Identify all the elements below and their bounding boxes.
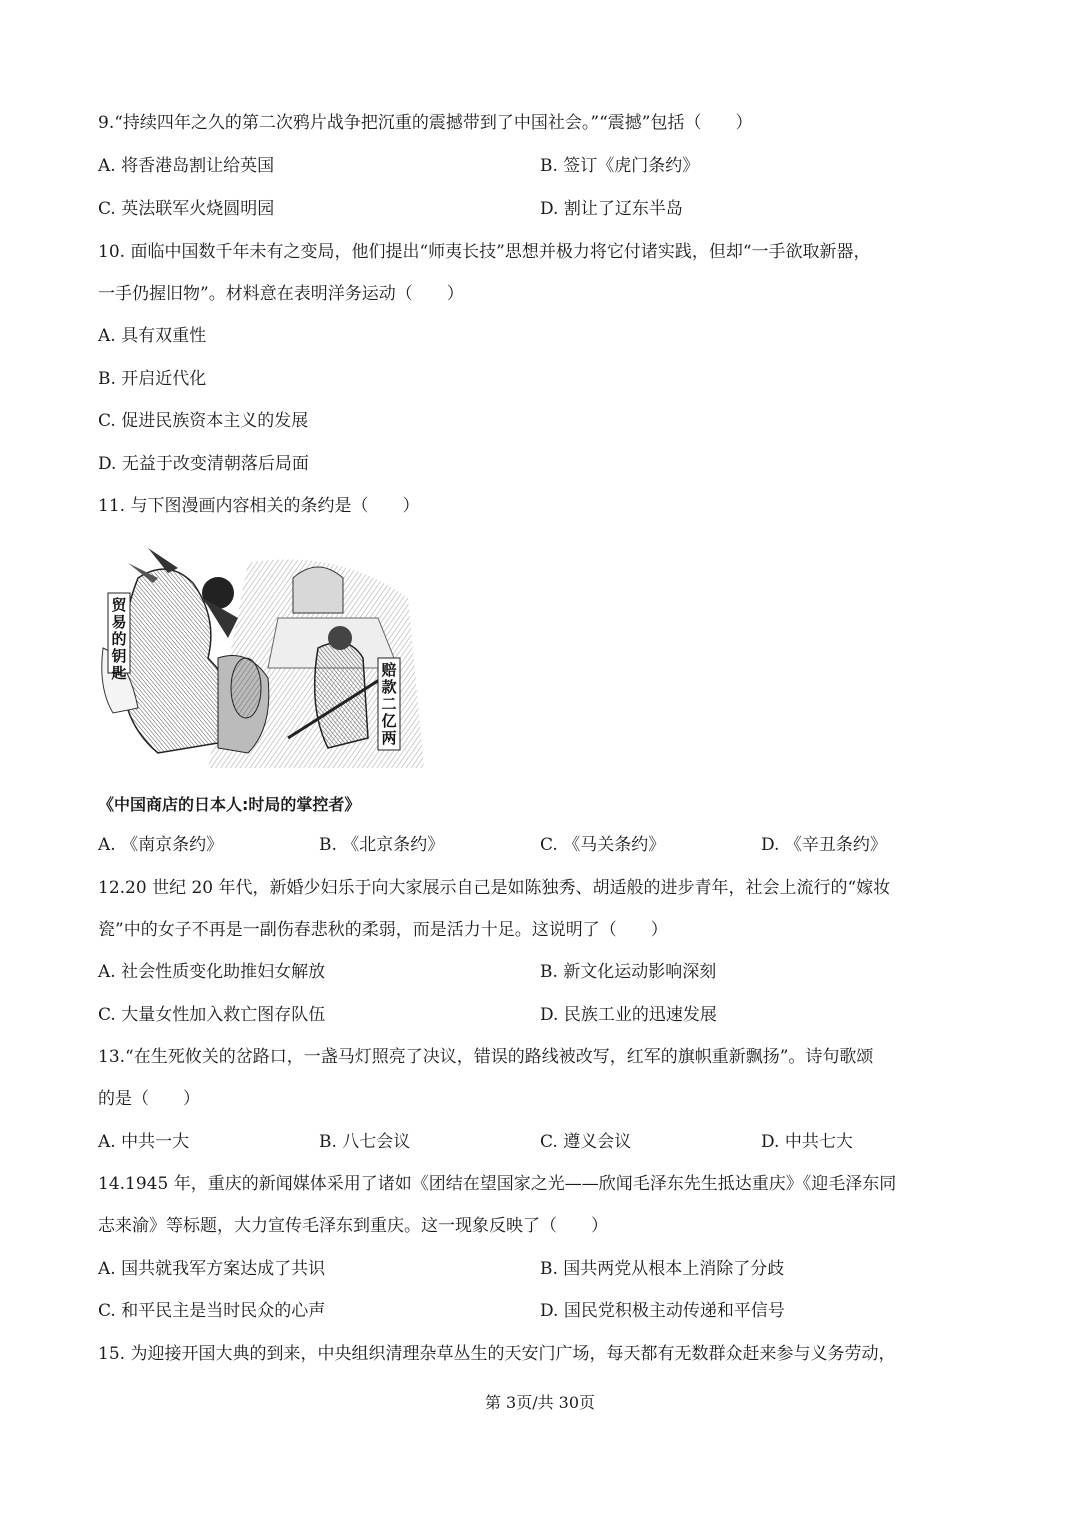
q12-stem-line-2: 瓷”中的女子不再是一副伤春悲秋的柔弱，而是活力十足。这说明了（ ） <box>98 920 668 940</box>
q12-option-d[interactable]: D. 民族工业的迅速发展 <box>540 1005 717 1025</box>
cartoon-label-trade-key: 贸易的钥匙 <box>111 596 127 682</box>
q11-option-a[interactable]: A. 《南京条约》 <box>98 835 224 855</box>
q10-option-a[interactable]: A. 具有双重性 <box>98 326 207 346</box>
q9-option-c[interactable]: C. 英法联军火烧圆明园 <box>98 199 275 219</box>
q11-option-c[interactable]: C. 《马关条约》 <box>540 835 666 855</box>
q10-option-d[interactable]: D. 无益于改变清朝落后局面 <box>98 454 309 474</box>
q9-option-a[interactable]: A. 将香港岛割让给英国 <box>98 156 275 176</box>
q9-option-b[interactable]: B. 签订《虎门条约》 <box>540 156 700 176</box>
q12-stem-line-1: 12.20 世纪 20 年代，新婚少妇乐于向大家展示自己是如陈独秀、胡适般的进步青年，社会上流行的“嫁妆 <box>98 878 891 898</box>
q13-option-c[interactable]: C. 遵义会议 <box>540 1132 632 1152</box>
q14-stem-line-2: 志来渝》等标题，大力宣传毛泽东到重庆。这一现象反映了（ ） <box>98 1216 608 1236</box>
q11-option-d[interactable]: D. 《辛丑条约》 <box>761 835 887 855</box>
q12-option-b[interactable]: B. 新文化运动影响深刻 <box>540 962 717 982</box>
q13-option-b[interactable]: B. 八七会议 <box>319 1132 411 1152</box>
q13-stem-line-1: 13.“在生死攸关的岔路口，一盏马灯照亮了决议，错误的路线被改写，红军的旗帜重新飘扬”。诗句歌颂 <box>98 1047 874 1067</box>
q15-stem-line-1: 15. 为迎接开国大典的到来，中央组织清理杂草丛生的天安门广场，每天都有无数群众赶来参与义务劳动， <box>98 1344 896 1364</box>
q10-option-c[interactable]: C. 促进民族资本主义的发展 <box>98 411 309 431</box>
q13-option-a[interactable]: A. 中共一大 <box>98 1132 190 1152</box>
q13-option-d[interactable]: D. 中共七大 <box>761 1132 853 1152</box>
cartoon-label-indemnity: 赔款二亿两 <box>381 661 397 747</box>
political-cartoon-image <box>98 538 424 768</box>
q9-stem-line-1: 9.“持续四年之久的第二次鸦片战争把沉重的震撼带到了中国社会。”“震撼”包括（ ） <box>98 113 753 133</box>
q9-option-d[interactable]: D. 割让了辽东半岛 <box>540 199 683 219</box>
q10-option-b[interactable]: B. 开启近代化 <box>98 369 207 389</box>
q14-option-b[interactable]: B. 国共两党从根本上消除了分歧 <box>540 1259 785 1279</box>
q14-option-d[interactable]: D. 国民党积极主动传递和平信号 <box>540 1301 785 1321</box>
q10-stem-line-2: 一手仍握旧物”。材料意在表明洋务运动（ ） <box>98 284 464 304</box>
q11-stem-line-1: 11. 与下图漫画内容相关的条约是（ ） <box>98 496 420 516</box>
q14-option-a[interactable]: A. 国共就我军方案达成了共识 <box>98 1259 326 1279</box>
q14-option-c[interactable]: C. 和平民主是当时民众的心声 <box>98 1301 326 1321</box>
q11-image-caption: 《中国商店的日本人:时局的掌控者》 <box>98 795 361 814</box>
q11-option-b[interactable]: B. 《北京条约》 <box>319 835 445 855</box>
q12-option-c[interactable]: C. 大量女性加入救亡图存队伍 <box>98 1005 326 1025</box>
q13-stem-line-2: 的是（ ） <box>98 1089 200 1109</box>
q14-stem-line-1: 14.1945 年，重庆的新闻媒体采用了诸如《团结在望国家之光——欣闻毛泽东先生抵达重庆》《迎毛泽东同 <box>98 1174 897 1194</box>
page-footer: 第 3页/共 30页 <box>484 1393 596 1412</box>
q12-option-a[interactable]: A. 社会性质变化助推妇女解放 <box>98 962 326 982</box>
q10-stem-line-1: 10. 面临中国数千年未有之变局，他们提出“师夷长技”思想并极力将它付诸实践，但却“一手欲取新器， <box>98 242 871 262</box>
